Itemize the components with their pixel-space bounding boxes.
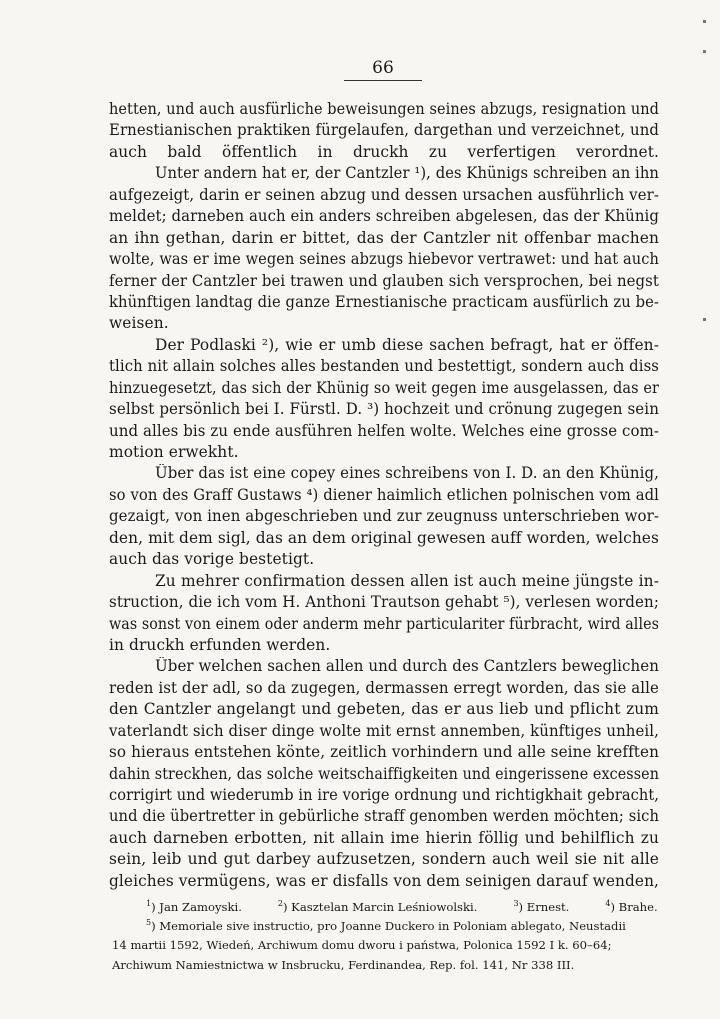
text-line: gezaigt, von inen abgeschrieben und zur zeugnuss unterschrieben wor-	[109, 507, 659, 526]
text-line: gleiches vermügens, was er disfalls von dem seinigen darauf wenden,	[109, 871, 659, 890]
footnote-text: ) Memoriale sive instructio, pro Joanne Duckero in Poloniam ablegato, Neustadii	[151, 919, 626, 934]
footnote-mark: 3	[513, 899, 519, 909]
text-line: motion erwekht.	[109, 443, 239, 461]
text-line: wolte, was er ime wegen seines abzugs hiebevor vertrawet: und hat auch	[109, 250, 659, 269]
text-line: hinzuegesetzt, das sich der Khünig so weit gegen ime ausgelassen, das er	[109, 378, 659, 397]
text-line: den, mit dem sigl, das an dem original gewesen auff worden, welches	[109, 528, 659, 547]
footnote-mark: 1	[146, 899, 152, 909]
footnote-mark: 5	[146, 918, 152, 928]
text-line: selbst persönlich bei I. Fürstl. D. ³) hochzeit und crönung zugegen sein	[109, 400, 659, 419]
footnote-row	[112, 898, 658, 917]
footnote-item	[513, 898, 569, 917]
text-line: reden ist der adl, so da zugegen, dermassen erregt worden, das sie alle	[109, 678, 659, 697]
text-line: Unter andern hat er, der Cantzler ¹), des Khünigs schreiben an ihn	[155, 164, 659, 183]
footnote-text: ) Kasztelan Marcin Leśniowolski.	[282, 900, 478, 914]
text-line: an ihn gethan, darin er bittet, das der Cantzler nit offenbar machen	[109, 228, 659, 247]
footnote-text: ) Ernest.	[518, 900, 570, 914]
footnote-item	[146, 898, 242, 917]
text-line: in druckh erfunden werden.	[109, 635, 331, 654]
text-line: Ernestianischen praktiken fürgelaufen, dargethan und verzeichnet, und	[109, 121, 659, 140]
main-text	[109, 99, 659, 892]
text-line: auch das vorige bestetigt.	[109, 550, 315, 569]
text-line: khünftigen landtag die ganze Ernestianische practicam ausfürlich zu be-	[109, 292, 659, 311]
text-line: Der Podlaski ²), wie er umb diese sachen befragt, hat er öffen-	[155, 335, 659, 354]
footnote-text: ) Brahe.	[610, 900, 658, 914]
scan-edge-mark	[703, 318, 706, 321]
text-line: weisen.	[109, 314, 169, 333]
text-line: vaterlandt sich diser dinge wolte mit ernst annemben, künftiges unheil,	[109, 721, 659, 740]
text-line: tlich nit allain solches alles bestanden und bestettigt, sondern auch diss	[109, 357, 659, 376]
footnote-item	[278, 898, 478, 917]
text-line: hetten, und auch ausfürliche beweisungen seines abzugs, resignation und	[109, 100, 659, 118]
text-line: den Cantzler angelangt und gebeten, das er aus lieb und pflicht zum	[109, 700, 659, 719]
text-line: sein, leib und gut darbey aufzusetzen, sondern auch weil sie nit alle	[109, 850, 659, 869]
footnote-5-line	[112, 917, 658, 936]
text-line: aufgezeigt, darin er seinen abzug und dessen ursachen ausführlich ver-	[109, 185, 659, 204]
text-line: auch bald öffentlich in druckh zu verfertigen verordnet.	[109, 142, 659, 161]
text-line: auch darneben erbotten, nit allain ime hierin föllig und behilflich zu	[109, 828, 659, 847]
page-number: 66	[344, 58, 422, 81]
scan-edge-mark	[703, 50, 706, 53]
text-line: meldet; darneben auch ein anders schreiben abgelesen, das der Khünig	[109, 207, 659, 226]
text-line: Zu mehrer confirmation dessen allen ist auch meine jüngste in-	[155, 571, 659, 590]
text-line: und alles bis zu ende ausführen helfen wolte. Welches eine grosse com-	[109, 421, 659, 440]
footnote-5-line: Archiwum Namiestnictwa w Insbrucku, Ferdinandea, Rep. fol. 141, Nr 338 III.	[112, 957, 575, 972]
footnote-mark: 4	[605, 899, 611, 909]
text-line: und die übertretter in gebürliche straff genomben werden möchten; sich	[109, 807, 659, 826]
footnotes	[112, 898, 658, 975]
text-line: so hieraus entstehen könte, zeitlich vorhindern und alle seine krefften	[109, 743, 659, 762]
text-line: ferner der Cantzler bei trawen und glauben sich versprochen, bei negst	[109, 271, 659, 290]
footnote-mark: 2	[277, 899, 283, 909]
text-line: struction, die ich vom H. Anthoni Trautson gehabt ⁵), verlesen worden;	[109, 593, 659, 612]
text-line: dahin streckhen, das solche weitschaiffigkeiten und eingerissene excessen	[109, 764, 659, 783]
text-line: was sonst von einem oder anderm mehr particulariter fürbracht, wird alles	[109, 614, 659, 633]
footnote-5-line: 14 martii 1592, Wiedeń, Archiwum domu dworu i państwa, Polonica 1592 I k. 60–64;	[112, 938, 612, 953]
text-line: Über welchen sachen allen und durch des Cantzlers beweglichen	[155, 657, 659, 676]
text-line: Über das ist eine copey eines schreibens von I. D. an den Khünig,	[155, 464, 659, 483]
text-line: corrigirt und wiederumb in ire vorige ordnung und richtigkhait gebracht,	[109, 786, 659, 804]
footnote-text: ) Jan Zamoyski.	[151, 900, 242, 914]
text-line: so von des Graff Gustaws ⁴) diener haimlich etlichen polnischen vom adl	[109, 485, 659, 504]
scan-edge-mark	[703, 20, 706, 23]
footnote-item	[605, 898, 657, 917]
